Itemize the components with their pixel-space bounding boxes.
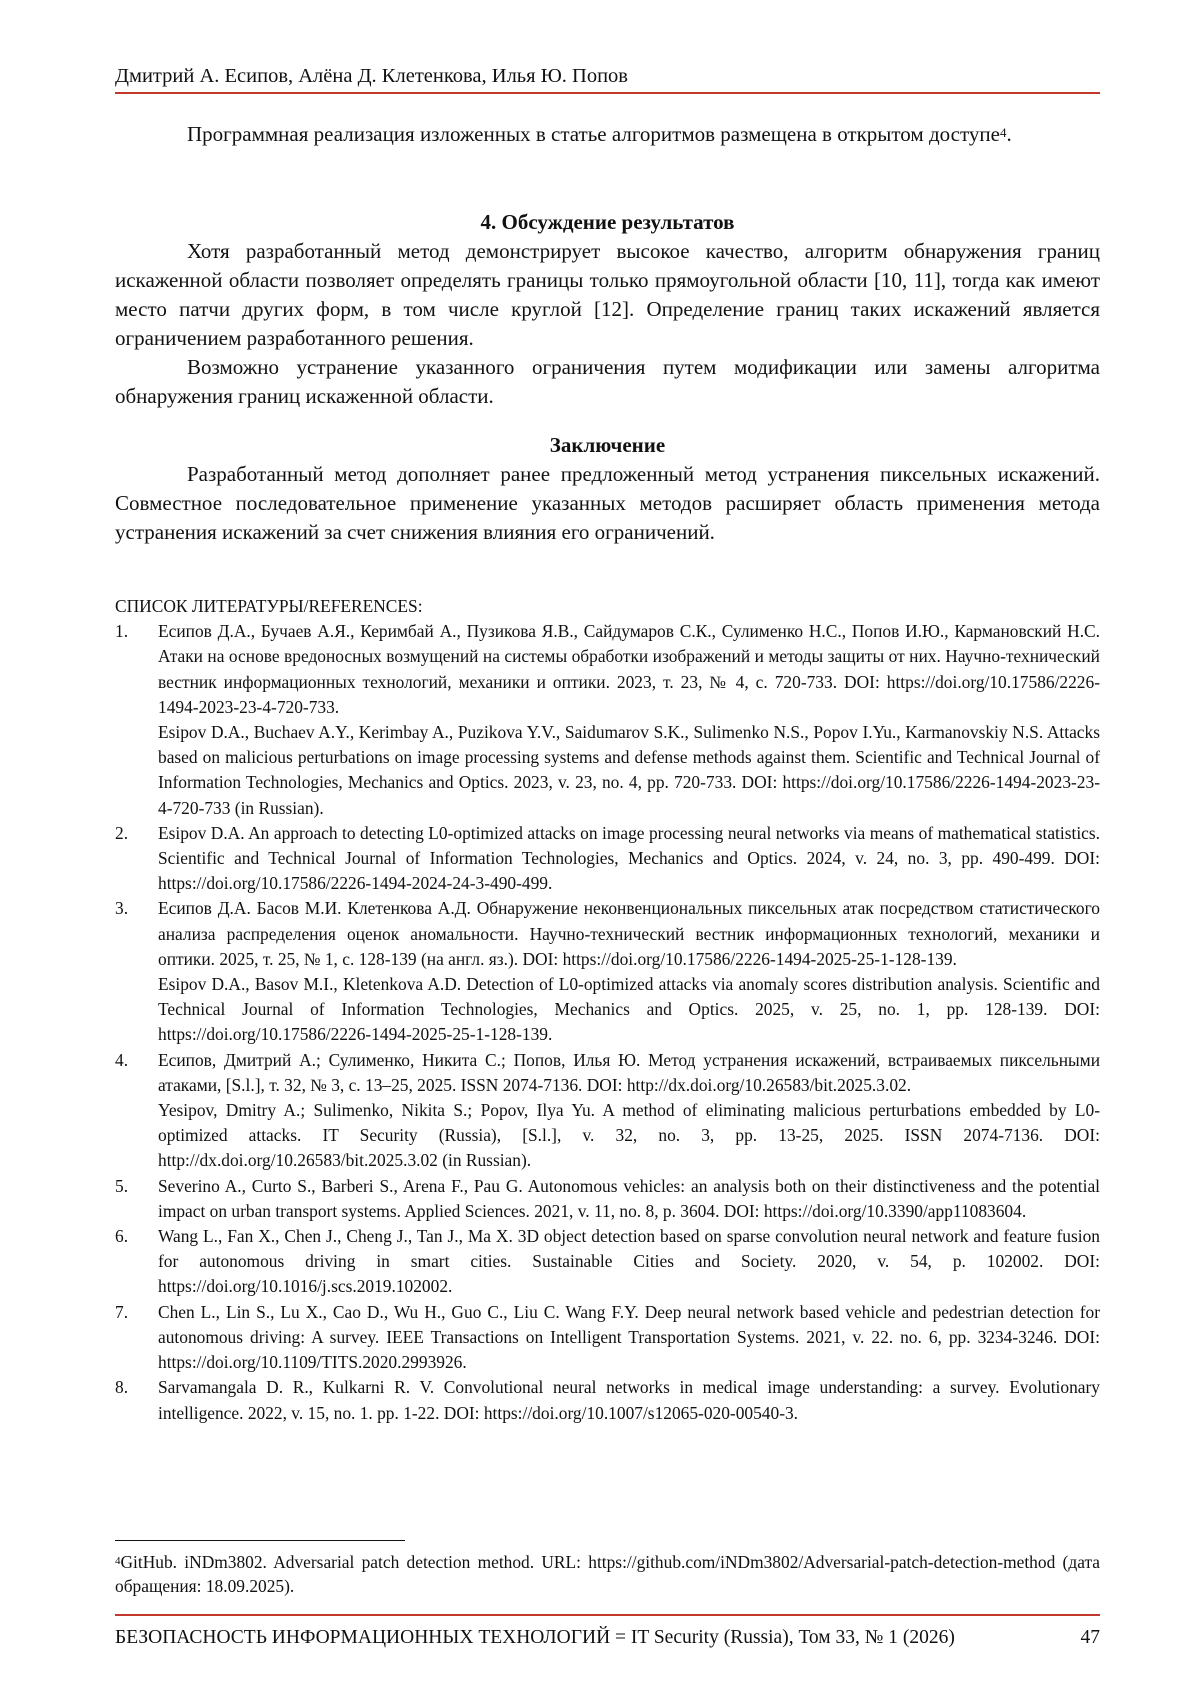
reference-text: Severino A., Curto S., Barberi S., Arena F., Pau G. Autonomous vehicles: an analysis both on their distinctiveness and the potential impact on urban transport systems. Applied Sciences. 2021, v. 11, no. 8, p. 3604. DOI: https://doi.org/10.3390/app11083604.	[158, 1175, 1100, 1221]
intro-paragraph	[115, 120, 1100, 149]
reference-text-en: Esipov D.A., Buchaev A.Y., Kerimbay A., Puzikova Y.V., Saidumarov S.K., Sulimenko N.S., Popov I.Yu., Karmanovskiy N.S. Attacks based on malicious perturbations on image processing systems and defense methods against them. Scientific and Technical Journal of Information Technologies, Mechanics and Optics. 2023, v. 23, no. 4, pp. 720-733. DOI: https://doi.org/10.17586/2226-1494-2023-23-4-720-733 (in Russian).	[158, 722, 1100, 818]
footnote-number: 4	[115, 1555, 121, 1567]
discussion-paragraph-1: Хотя разработанный метод демонстрирует высокое качество, алгоритм обнаружения границ искаженной области позволяет определять границы только прямоугольной области [10, 11], тогда как имеют место патчи других форм, в том числе круглой [12]. Определение границ таких искажений является ограничением разработанного решения.	[115, 239, 1100, 350]
reference-item	[115, 1224, 1100, 1300]
reference-item	[115, 1174, 1100, 1224]
reference-number: 7.	[115, 1301, 129, 1322]
reference-number: 3.	[115, 898, 129, 919]
reference-text-ru: Есипов, Дмитрий А.; Сулименко, Никита С.; Попов, Илья Ю. Метод устранения искажений, встраиваемых пиксельными атаками, [S.l.], т. 32, № 3, с. 13–25, 2025. ISSN 2074-7136. DOI: http://dx.doi.org/10.26583/bit.2025.3.02.	[158, 1049, 1100, 1095]
reference-item	[115, 619, 1100, 821]
section-4-heading: 4. Обсуждение результатов	[480, 210, 735, 234]
reference-number: 8.	[115, 1377, 129, 1398]
section-conclusion	[115, 431, 1100, 547]
reference-number: 6.	[115, 1226, 129, 1247]
reference-text-en: Esipov D.A., Basov M.I., Kletenkova A.D. Detection of L0-optimized attacks via anomaly scores distribution analysis. Scientific and Technical Journal of Information Technologies, Mechanics and Optics. 2025, v. 25, no. 1, pp. 128-139. DOI: https://doi.org/10.17586/2226-1494-2025-25-1-128-139.	[158, 974, 1100, 1045]
reference-text-en: Yesipov, Dmitry A.; Sulimenko, Nikita S.; Popov, Ilya Yu. A method of eliminating malicious perturbations embedded by L0-optimized attacks. IT Security (Russia), [S.l.], v. 32, no. 3, pp. 13-25, 2025. ISSN 2074-7136. DOI: http://dx.doi.org/10.26583/bit.2025.3.02 (in Russian).	[158, 1100, 1100, 1171]
references-list	[115, 594, 1100, 1426]
running-head-authors: Дмитрий А. Есипов, Алёна Д. Клетенкова, Илья Ю. Попов	[115, 65, 628, 87]
intro-block	[115, 120, 1100, 149]
intro-end: .	[1006, 122, 1012, 146]
reference-number: 4.	[115, 1049, 129, 1070]
intro-text: Программная реализация изложенных в статье алгоритмов размещена в открытом доступе	[187, 122, 1000, 146]
journal-title: БЕЗОПАСНОСТЬ ИНФОРМАЦИОННЫХ ТЕХНОЛОГИЙ = IT Security (Russia), Том 33, № 1 (2026)	[115, 1627, 955, 1648]
reference-text: Wang L., Fan X., Chen J., Cheng J., Tan J., Ma X. 3D object detection based on sparse convolution neural network and feature fusion for autonomous driving in smart cities. Sustainable Cities and Society. 2020, v. 54, p. 102002. DOI: https://doi.org/10.1016/j.scs.2019.102002.	[158, 1226, 1100, 1297]
reference-item	[115, 1300, 1100, 1376]
footnote-divider	[115, 1540, 405, 1541]
reference-number: 5.	[115, 1175, 129, 1196]
reference-text-ru: Есипов Д.А. Басов М.И. Клетенкова А.Д. Обнаружение неконвенциональных пиксельных атак посредством статистического анализа распределения оценок аномальности. Научно-технический вестник информационных технологий, механики и оптики. 2025, т. 25, № 1, с. 128-139 (на англ. яз.). DOI: https://doi.org/10.17586/2226-1494-2025-25-1-128-139.	[158, 898, 1100, 969]
reference-text-ru: Есипов Д.А., Бучаев А.Я., Керимбай А., Пузикова Я.В., Сайдумаров С.К., Сулименко Н.С., Попов И.Ю., Кармановский Н.С. Атаки на основе вредоносных возмущений на системы обработки изображений и методы защиты от них. Научно-технический вестник информационных технологий, механики и оптики. 2023, т. 23, № 4, с. 720-733. DOI: https://doi.org/10.17586/2226-1494-2023-23-4-720-733.	[158, 621, 1100, 717]
reference-number: 1.	[115, 621, 129, 642]
footer-rule	[115, 1614, 1100, 1616]
reference-number: 2.	[115, 822, 129, 843]
reference-text: Chen L., Lin S., Lu X., Cao D., Wu H., Guo C., Liu C. Wang F.Y. Deep neural network based vehicle and pedestrian detection for autonomous driving: A survey. IEEE Transactions on Intelligent Transportation Systems. 2021, v. 22. no. 6, pp. 3234-3246. DOI: https://doi.org/10.1109/TITS.2020.2993926.	[158, 1301, 1100, 1373]
header-rule	[115, 92, 1100, 94]
reference-item	[115, 821, 1100, 897]
section-discussion	[115, 208, 1100, 411]
page-number: 47	[1080, 1627, 1100, 1648]
reference-item	[115, 896, 1100, 1047]
reference-text: Esipov D.A. An approach to detecting L0-optimized attacks on image processing neural networks via means of mathematical statistics. Scientific and Technical Journal of Information Technologies, Mechanics and Optics. 2024, v. 24, no. 3, pp. 490-499. DOI: https://doi.org/10.17586/2226-1494-2024-24-3-490-499.	[158, 822, 1100, 894]
discussion-paragraph-2: Возможно устранение указанного ограничения путем модификации или замены алгоритма обнаружения границ искаженной области.	[115, 355, 1100, 408]
conclusion-heading: Заключение	[549, 433, 666, 457]
footnote	[115, 1550, 1100, 1598]
page-footer	[115, 1626, 1100, 1650]
reference-text: Sarvamangala D. R., Kulkarni R. V. Convolutional neural networks in medical image understanding: a survey. Evolutionary intelligence. 2022, v. 15, no. 1. pp. 1-22. DOI: https://doi.org/10.1007/s12065-020-00540-3.	[158, 1377, 1100, 1423]
conclusion-paragraph: Разработанный метод дополняет ранее предложенный метод устранения пиксельных искажений. Совместное последовательное применение указанных методов расширяет область применения метода устранения искажений за счет снижения влияния его ограничений.	[115, 462, 1100, 544]
references-title: СПИСОК ЛИТЕРАТУРЫ/REFERENCES:	[115, 596, 423, 616]
reference-item	[115, 1375, 1100, 1425]
footnote-mark[interactable]: 4	[999, 125, 1007, 140]
reference-item	[115, 1048, 1100, 1174]
footnote-text[interactable]: GitHub. iNDm3802. Adversarial patch detection method. URL: https://github.com/iNDm3802/Adversarial-patch-detection-method (дата обращения: 18.09.2025).	[115, 1552, 1100, 1596]
